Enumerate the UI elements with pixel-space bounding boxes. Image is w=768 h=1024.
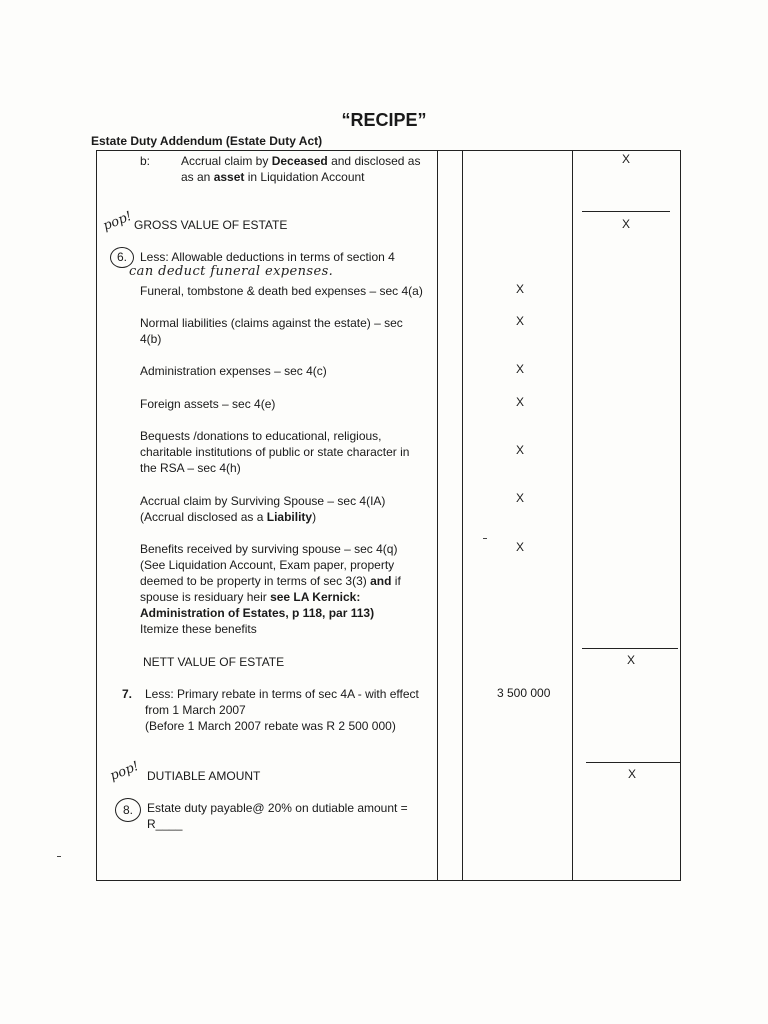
- benefits-mark: X: [515, 540, 524, 554]
- step-7-line1: Less: Primary rebate in terms of sec 4A - with effect: [145, 687, 419, 701]
- step-6-number: 6.: [110, 247, 134, 268]
- benefits-line4: spouse is residuary heir see LA Kernick:: [140, 590, 361, 604]
- benefits-line6: Itemize these benefits: [140, 622, 257, 636]
- total-rule: [586, 762, 680, 763]
- nett-value-label: NETT VALUE OF ESTATE: [143, 655, 285, 669]
- column-divider: [462, 150, 463, 881]
- total-rule: [582, 648, 678, 649]
- dutiable-amount-mark: X: [627, 767, 636, 781]
- column-divider: [437, 150, 438, 881]
- deduction-funeral: Funeral, tombstone & death bed expenses – sec 4(a): [140, 284, 423, 298]
- benefits-line5: Administration of Estates, p 118, par 113): [140, 606, 375, 620]
- deduction-admin: Administration expenses – sec 4(c): [140, 364, 327, 378]
- total-rule: [582, 211, 670, 212]
- benefits-line1: Benefits received by surviving spouse – sec 4(q): [140, 542, 398, 556]
- step-7-line3: (Before 1 March 2007 rebate was R 2 500 000): [145, 719, 396, 733]
- deduction-foreign-mark: X: [515, 395, 524, 409]
- deduction-liabilities-line1: Normal liabilities (claims against the estate) – sec: [140, 316, 403, 330]
- step-6-text: Less: Allowable deductions in terms of section 4: [140, 250, 395, 264]
- accrual-b-line2: as an asset in Liquidation Account: [181, 170, 365, 184]
- nett-value-mark: X: [626, 653, 635, 667]
- deduction-foreign: Foreign assets – sec 4(e): [140, 397, 276, 411]
- deduction-bequests-line3: the RSA – sec 4(h): [140, 461, 241, 475]
- deduction-bequests-line2: charitable institutions of public or state character in: [140, 445, 410, 459]
- handwritten-note: can deduct funeral expenses.: [129, 264, 334, 279]
- benefits-line2: (See Liquidation Account, Exam paper, property: [140, 558, 395, 572]
- margin-note-pop: pop!: [108, 758, 142, 784]
- deduction-funeral-mark: X: [515, 282, 524, 296]
- step-8-line2: R____: [147, 817, 183, 831]
- dutiable-amount-label: DUTIABLE AMOUNT: [147, 769, 261, 783]
- deduction-bequests-line1: Bequests /donations to educational, religious,: [140, 429, 382, 443]
- step-8-line1: Estate duty payable@ 20% on dutiable amount =: [147, 801, 408, 815]
- margin-note-pop: pop!: [101, 208, 135, 234]
- accrual-b-label: b:: [140, 154, 151, 168]
- accrual-b-mark: X: [621, 152, 630, 166]
- gross-value-mark: X: [621, 217, 630, 231]
- deduction-admin-mark: X: [515, 362, 524, 376]
- gross-value-label: GROSS VALUE OF ESTATE: [134, 218, 288, 232]
- column-divider: [572, 150, 573, 881]
- scan-speck: [483, 538, 487, 539]
- step-8-number: 8.: [115, 798, 141, 822]
- deduction-liabilities-line2: 4(b): [140, 332, 162, 346]
- step-7-line2: from 1 March 2007: [145, 703, 246, 717]
- deduction-accrual-line1: Accrual claim by Surviving Spouse – sec 4(IA): [140, 494, 386, 508]
- page-title: “RECIPE”: [341, 110, 427, 130]
- deduction-accrual-mark: X: [515, 491, 524, 505]
- accrual-b-line1: Accrual claim by Deceased and disclosed as: [181, 154, 421, 168]
- subtitle: Estate Duty Addendum (Estate Duty Act): [91, 134, 323, 148]
- primary-rebate-amount: 3 500 000: [497, 686, 551, 700]
- step-7-number: 7.: [122, 687, 133, 701]
- deduction-bequests-mark: X: [515, 443, 524, 457]
- scan-speck: [57, 856, 61, 857]
- benefits-line3: deemed to be property in terms of sec 3(3) and if: [140, 574, 401, 588]
- deduction-liabilities-mark: X: [515, 314, 524, 328]
- deduction-accrual-line2: (Accrual disclosed as a Liability): [140, 510, 317, 524]
